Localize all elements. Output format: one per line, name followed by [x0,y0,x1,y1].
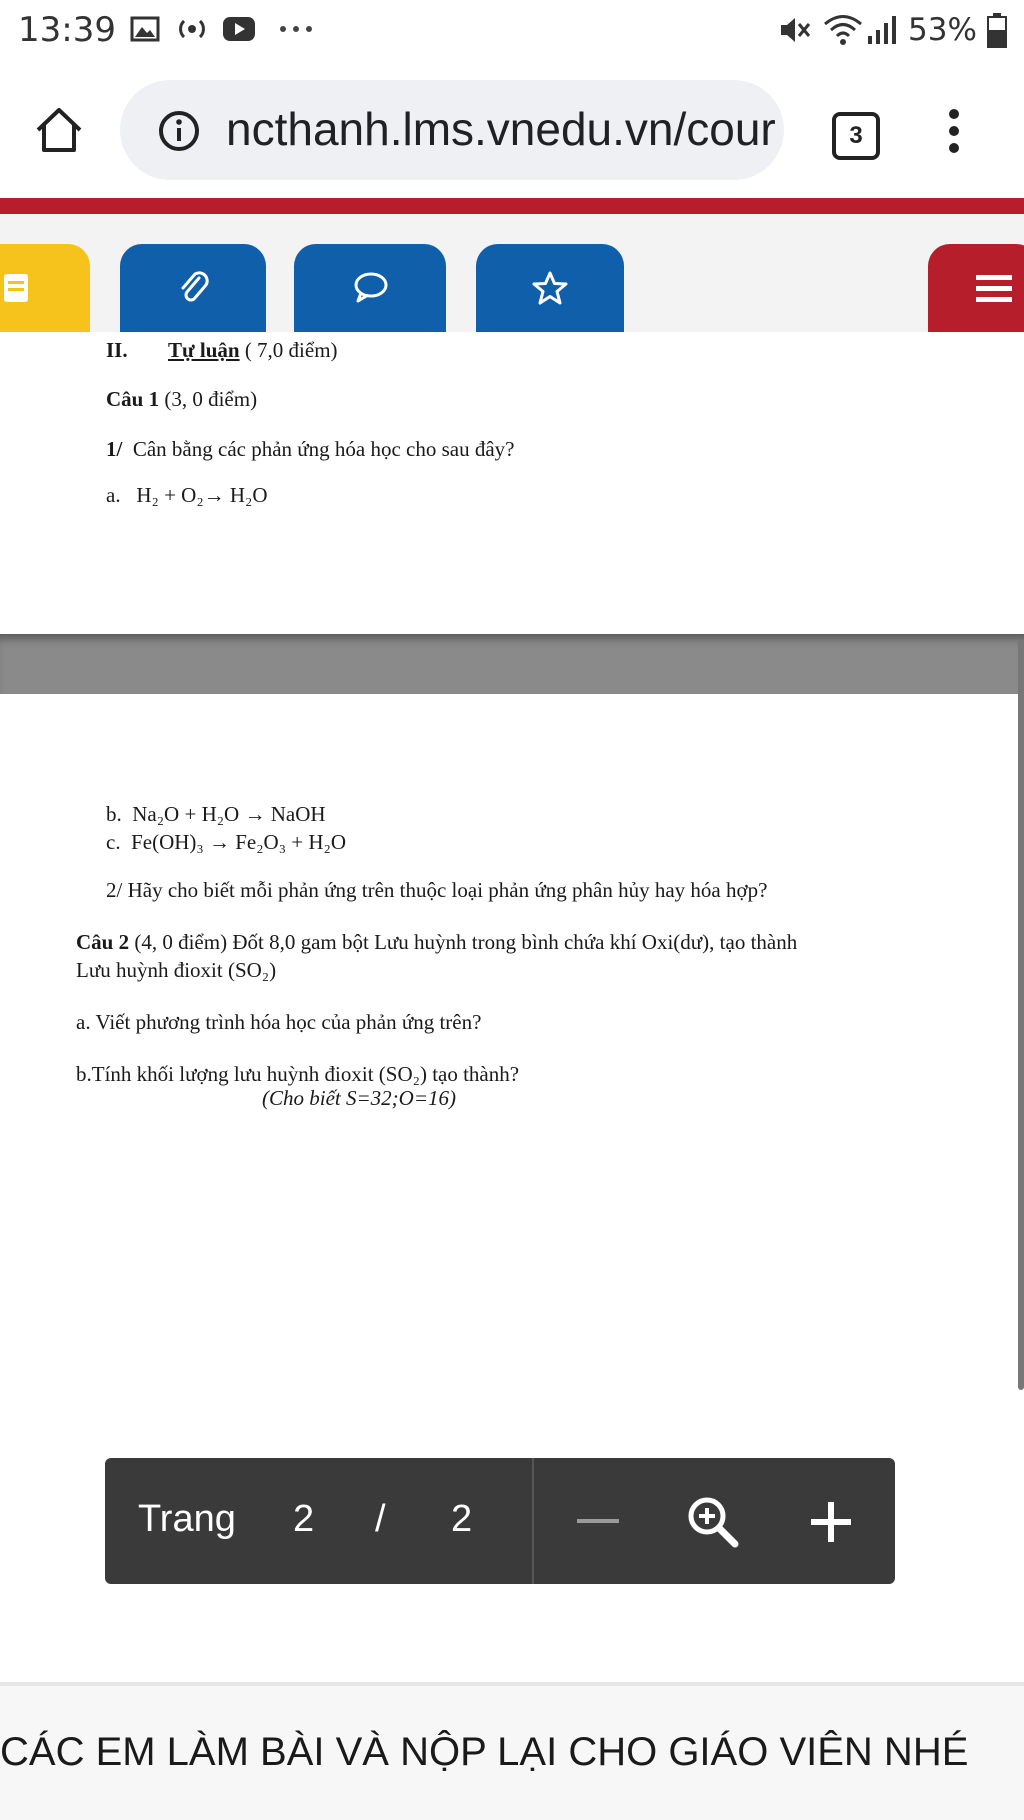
equation-b [106,802,326,827]
page-label: Trang [138,1498,236,1540]
site-tab-attachments[interactable] [120,244,266,332]
site-tab-chat[interactable] [294,244,446,332]
question-2-line-1 [76,930,797,955]
equation-a [106,483,268,508]
document-scrollbar[interactable] [1018,640,1024,1390]
battery-icon [986,12,1008,48]
address-bar[interactable] [120,80,784,180]
banner-message: CÁC EM LÀM BÀI VÀ NỘP LẠI CHO GIÁO VIÊN NHÉ [0,1730,969,1774]
equation-b-label: b. [106,802,122,826]
document-viewer[interactable] [0,332,1024,1622]
section-title: Tự luận [168,338,240,362]
zoom-out-button[interactable] [575,1506,621,1536]
bottom-banner [0,1686,1024,1820]
equation-a-text: H₂ + O₂→ H₂O [136,483,268,507]
battery-percentage: 53% [908,12,977,48]
section-points: ( 7,0 điểm) [239,338,338,362]
more-dots-icon [278,24,314,34]
current-page[interactable]: 2 [293,1498,315,1540]
question-1-points: (3, 0 điểm) [159,387,258,411]
status-time: 13:39 [18,10,116,50]
image-icon [130,16,160,42]
page-separator-slash: / [375,1498,386,1540]
hotspot-icon [174,14,210,44]
section-heading [168,338,338,363]
youtube-icon [222,16,256,42]
site-tab-favorites[interactable] [476,244,624,332]
equation-c-label: c. [106,830,121,854]
question-1-part-2: 2/ Hãy cho biết mỗi phản ứng trên thuộc loại phản ứng phân hủy hay hóa hợp? [106,878,768,902]
page-separator [0,634,1024,694]
notebook-icon [0,272,32,304]
signal-icon [866,14,896,46]
site-tab-menu[interactable] [928,244,1024,332]
question-2-part-b: b.Tính khối lượng lưu huỳnh đioxit (SO₂) tạo thành? [76,1062,520,1086]
paperclip-icon [177,270,211,306]
part-text: Cân bằng các phản ứng hóa học cho sau đây? [132,437,515,461]
tab-switcher-button[interactable]: 3 [832,112,880,160]
star-icon [532,270,568,306]
total-pages: 2 [451,1498,473,1540]
chat-bubble-icon [352,270,390,304]
section-number: II. [106,338,128,362]
question-1-label: Câu 1 [106,387,160,411]
equation-b-text: Na₂O + H₂O → NaOH [132,802,326,826]
pdf-viewer-toolbar [105,1458,895,1584]
home-icon[interactable] [34,106,84,154]
zoom-icon[interactable] [685,1494,741,1550]
equation-c-text: Fe(OH)₃ → Fe₂O₃ + H₂O [131,830,347,854]
part-number: 1/ [106,437,123,461]
url-text[interactable]: ncthanh.lms.vnedu.vn/cour [226,103,776,155]
hamburger-menu-icon [974,272,1014,306]
status-bar [0,0,1024,62]
question-1-part-1 [106,437,515,462]
toolbar-divider [532,1458,534,1584]
given-values-note: (Cho biết S=32;O=16) [262,1086,456,1110]
question-1-heading [106,387,257,412]
equation-a-label: a. [106,483,121,507]
document-page-1 [0,332,1020,634]
overflow-menu-icon[interactable] [944,106,964,156]
question-2-label: Câu 2 [76,930,130,954]
zoom-in-button[interactable] [809,1500,853,1544]
question-2-text: (4, 0 điểm) Đốt 8,0 gam bột Lưu huỳnh trong bình chứa khí Oxi(dư), tạo thành [129,930,798,954]
question-2-line-2: Lưu huỳnh đioxit (SO₂) [76,958,277,982]
site-header-strip [0,198,1024,214]
mute-icon [778,14,812,46]
site-tab-notes[interactable] [0,244,90,332]
equation-c [106,830,346,855]
question-2-part-a: a. Viết phương trình hóa học của phản ứng trên? [76,1010,482,1034]
info-icon[interactable] [158,110,200,152]
wifi-icon [822,12,864,46]
